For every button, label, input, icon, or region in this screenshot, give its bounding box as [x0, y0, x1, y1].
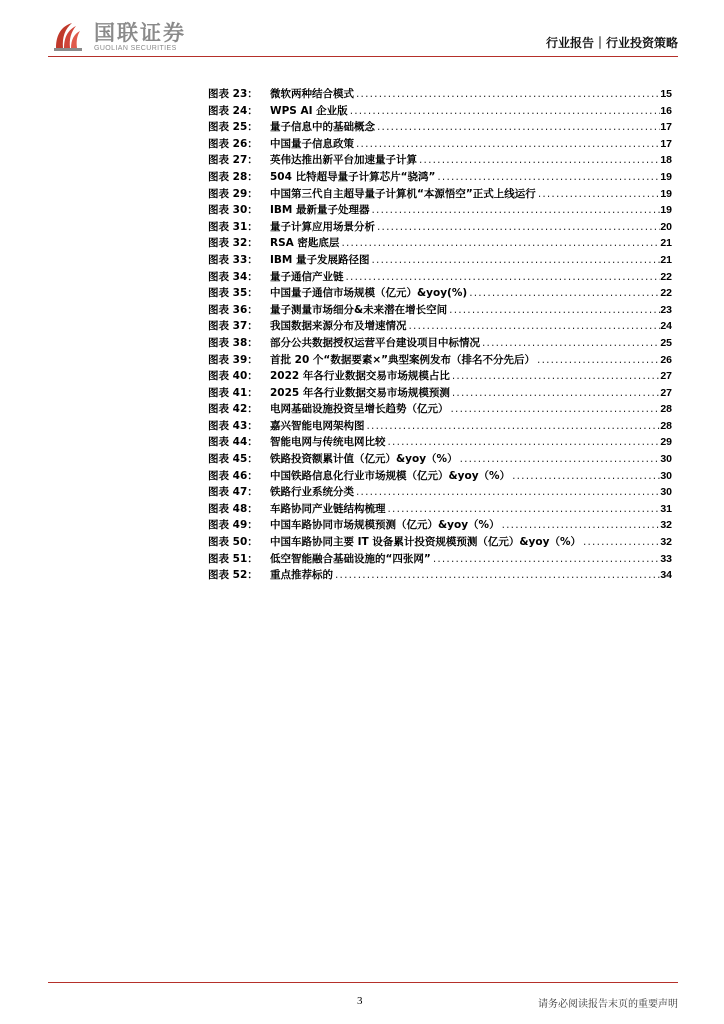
toc-entry-title: 量子信息中的基础概念: [270, 121, 375, 134]
toc-entry-page: 21: [660, 237, 672, 250]
toc-entry-label: 图表 42：: [208, 403, 258, 416]
toc-leader-dots: [450, 368, 660, 385]
toc-entry-page: 30: [660, 453, 672, 466]
toc-entry-label: 图表 52：: [208, 569, 258, 582]
toc-entry-label: 图表 23：: [208, 88, 258, 100]
toc-entry-label: 图表 34：: [208, 270, 258, 283]
toc-entry-title: 中国量子通信市场规模（亿元）&yoy(%): [270, 287, 468, 300]
toc-entry-page: 22: [660, 287, 672, 300]
toc-entry-page: 19: [660, 187, 672, 200]
toc-entry[interactable]: [208, 418, 672, 435]
toc-entry-title: 微软两种结合模式: [270, 88, 354, 100]
toc-entry-title: 中国第三代自主超导量子计算机“本源悟空”正式上线运行: [270, 187, 536, 200]
logo-english-name: GUOLIAN SECURITIES: [94, 44, 177, 52]
toc-leader-dots: [365, 418, 661, 435]
toc-leader-dots: [354, 86, 660, 103]
toc-entry-title: 中国量子信息政策: [270, 137, 354, 150]
toc-entry-page: 19: [660, 170, 672, 183]
toc-leader-dots: [447, 302, 660, 319]
toc-entry-label: 图表 44：: [208, 436, 258, 449]
toc-entry-page: 26: [660, 353, 672, 366]
toc-entry-page: 16: [660, 104, 672, 117]
toc-entry-label: 图表 40：: [208, 370, 258, 383]
toc-entry[interactable]: [208, 235, 672, 252]
toc-entry[interactable]: [208, 269, 672, 286]
toc-entry-title: 量子通信产业链: [270, 270, 344, 283]
toc-entry-label: 图表 36：: [208, 303, 258, 316]
toc-entry-page: 17: [660, 121, 672, 134]
toc-entry[interactable]: [208, 484, 672, 501]
table-of-figures: [208, 86, 672, 584]
toc-leader-dots: [581, 534, 660, 551]
toc-leader-dots: [348, 103, 661, 120]
toc-entry-label: 图表 29：: [208, 187, 258, 200]
toc-entry-title: 部分公共数据授权运营平台建设项目中标情况: [270, 336, 480, 349]
toc-entry-label: 图表 48：: [208, 502, 258, 515]
toc-leader-dots: [354, 136, 660, 153]
toc-entry[interactable]: [208, 202, 672, 219]
toc-entry-label: 图表 28：: [208, 170, 258, 183]
toc-entry-title: 首批 20 个“数据要素×”典型案例发布（排名不分先后）: [270, 353, 536, 366]
toc-entry[interactable]: [208, 434, 672, 451]
logo-mark-icon: [52, 20, 88, 54]
toc-entry[interactable]: [208, 119, 672, 136]
toc-entry[interactable]: [208, 451, 672, 468]
toc-entry[interactable]: [208, 335, 672, 352]
toc-entry-title: 中国车路协同市场规模预测（亿元）&yoy（%）: [270, 519, 500, 532]
toc-leader-dots: [435, 169, 660, 186]
toc-entry-page: 15: [660, 88, 672, 100]
toc-entry-page: 17: [660, 137, 672, 150]
toc-entry-page: 34: [660, 569, 672, 582]
toc-leader-dots: [510, 468, 660, 485]
toc-entry-page: 29: [660, 436, 672, 449]
toc-entry-title: 低空智能融合基础设施的“四张网”: [270, 552, 431, 565]
toc-entry-page: 28: [660, 403, 672, 416]
toc-leader-dots: [431, 551, 661, 568]
toc-entry-title: 504 比特超导量子计算芯片“骁鸿”: [270, 170, 436, 183]
toc-entry-page: 33: [660, 552, 672, 565]
toc-entry-title: 中国车路协同主要 IT 设备累计投资规模预测（亿元）&yoy（%）: [270, 536, 581, 549]
toc-entry-label: 图表 46：: [208, 469, 258, 482]
toc-leader-dots: [467, 285, 660, 302]
toc-entry-label: 图表 41：: [208, 386, 258, 399]
toc-entry-title: 2025 年各行业数据交易市场规模预测: [270, 386, 450, 399]
toc-entry[interactable]: [208, 501, 672, 518]
toc-entry[interactable]: [208, 517, 672, 534]
toc-entry[interactable]: [208, 103, 672, 120]
toc-entry[interactable]: [208, 385, 672, 402]
toc-entry-page: 30: [660, 469, 672, 482]
toc-entry-label: 图表 50：: [208, 536, 258, 549]
toc-entry-page: 30: [660, 486, 672, 499]
toc-leader-dots: [407, 318, 661, 335]
toc-leader-dots: [480, 335, 660, 352]
toc-entry-title: 中国铁路信息化行业市场规模（亿元）&yoy（%）: [270, 469, 511, 482]
toc-entry[interactable]: [208, 252, 672, 269]
toc-entry-label: 图表 51：: [208, 552, 258, 565]
toc-entry[interactable]: [208, 219, 672, 236]
toc-entry[interactable]: [208, 302, 672, 319]
toc-leader-dots: [354, 484, 660, 501]
toc-leader-dots: [375, 119, 660, 136]
toc-entry-page: 20: [660, 220, 672, 233]
toc-entry-title: IBM 量子发展路径图: [270, 253, 370, 266]
toc-leader-dots: [450, 385, 660, 402]
toc-entry-page: 22: [660, 270, 672, 283]
header-divider: [48, 56, 678, 57]
toc-entry-page: 18: [660, 154, 672, 167]
toc-entry-page: 24: [660, 320, 672, 333]
toc-entry-label: 图表 31：: [208, 220, 258, 233]
toc-entry-label: 图表 24：: [208, 104, 258, 117]
toc-entry-label: 图表 37：: [208, 320, 258, 333]
toc-entry-page: 31: [660, 502, 672, 515]
toc-entry-title: 2022 年各行业数据交易市场规模占比: [270, 370, 450, 383]
toc-entry-label: 图表 47：: [208, 486, 258, 499]
toc-leader-dots: [449, 401, 661, 418]
toc-entry-label: 图表 26：: [208, 137, 258, 150]
toc-leader-dots: [339, 235, 660, 252]
toc-leader-dots: [386, 501, 661, 518]
toc-entry[interactable]: [208, 468, 672, 485]
toc-entry-title: 铁路投资额累计值（亿元）&yoy（%）: [270, 453, 458, 466]
toc-leader-dots: [386, 434, 661, 451]
toc-leader-dots: [370, 202, 661, 219]
toc-leader-dots: [375, 219, 660, 236]
toc-leader-dots: [458, 451, 661, 468]
toc-entry[interactable]: [208, 186, 672, 203]
toc-entry-title: WPS AI 企业版: [270, 104, 348, 117]
toc-entry-page: 25: [660, 336, 672, 349]
toc-entry[interactable]: [208, 401, 672, 418]
footer-divider: [48, 982, 678, 983]
toc-entry[interactable]: [208, 368, 672, 385]
company-logo: [52, 20, 186, 54]
toc-leader-dots: [417, 152, 660, 169]
toc-entry[interactable]: [208, 169, 672, 186]
toc-entry-title: RSA 密匙底层: [270, 237, 340, 250]
toc-entry[interactable]: [208, 136, 672, 153]
toc-leader-dots: [535, 352, 660, 369]
toc-entry[interactable]: [208, 152, 672, 169]
toc-entry-label: 图表 38：: [208, 336, 258, 349]
toc-entry-title: 智能电网与传统电网比较: [270, 436, 386, 449]
toc-entry-title: 量子计算应用场景分析: [270, 220, 375, 233]
toc-entry-title: 量子测量市场细分&未来潜在增长空间: [270, 303, 448, 316]
toc-entry-title: 英伟达推出新平台加速量子计算: [270, 154, 417, 167]
toc-entry[interactable]: [208, 318, 672, 335]
toc-entry-title: IBM 最新量子处理器: [270, 204, 370, 217]
toc-entry-page: 32: [660, 519, 672, 532]
report-type: 行业报告｜行业投资策略: [545, 36, 678, 50]
toc-entry-title: 电网基础设施投资呈增长趋势（亿元）: [270, 403, 449, 416]
toc-entry-page: 19: [660, 204, 672, 217]
toc-entry-page: 32: [660, 536, 672, 549]
toc-leader-dots: [500, 517, 661, 534]
toc-entry-label: 图表 45：: [208, 453, 258, 466]
toc-entry-page: 28: [660, 419, 672, 432]
toc-entry-page: 23: [660, 303, 672, 316]
toc-entry-label: 图表 27：: [208, 154, 258, 167]
toc-leader-dots: [333, 567, 660, 584]
toc-entry-label: 图表 49：: [208, 519, 258, 532]
toc-entry-page: 27: [660, 386, 672, 399]
toc-entry-title: 铁路行业系统分类: [270, 486, 354, 499]
toc-entry-label: 图表 30：: [208, 204, 258, 217]
toc-leader-dots: [344, 269, 661, 286]
toc-entry-page: 27: [660, 370, 672, 383]
toc-leader-dots: [370, 252, 661, 269]
toc-leader-dots: [536, 186, 661, 203]
toc-entry[interactable]: [208, 534, 672, 551]
toc-entry-page: 21: [660, 253, 672, 266]
logo-chinese-name: 国联证券: [94, 20, 186, 45]
toc-entry[interactable]: [208, 551, 672, 568]
toc-entry-title: 车路协同产业链结构梳理: [270, 502, 386, 515]
toc-entry-title: 重点推荐标的: [270, 569, 333, 582]
toc-entry-label: 图表 43：: [208, 419, 258, 432]
toc-entry-label: 图表 33：: [208, 253, 258, 266]
toc-entry-label: 图表 35：: [208, 287, 258, 300]
page-number: 3: [357, 995, 363, 1007]
toc-entry-label: 图表 25：: [208, 121, 258, 134]
toc-entry-label: 图表 32：: [208, 237, 258, 250]
toc-entry-title: 我国数据来源分布及增速情况: [270, 320, 407, 333]
toc-entry[interactable]: [208, 567, 672, 584]
toc-entry[interactable]: [208, 352, 672, 369]
toc-entry[interactable]: [208, 285, 672, 302]
footer-disclaimer: 请务必阅读报告末页的重要声明: [538, 999, 678, 1010]
toc-entry-label: 图表 39：: [208, 353, 258, 366]
toc-entry[interactable]: [208, 86, 672, 103]
toc-entry-title: 嘉兴智能电网架构图: [270, 419, 365, 432]
